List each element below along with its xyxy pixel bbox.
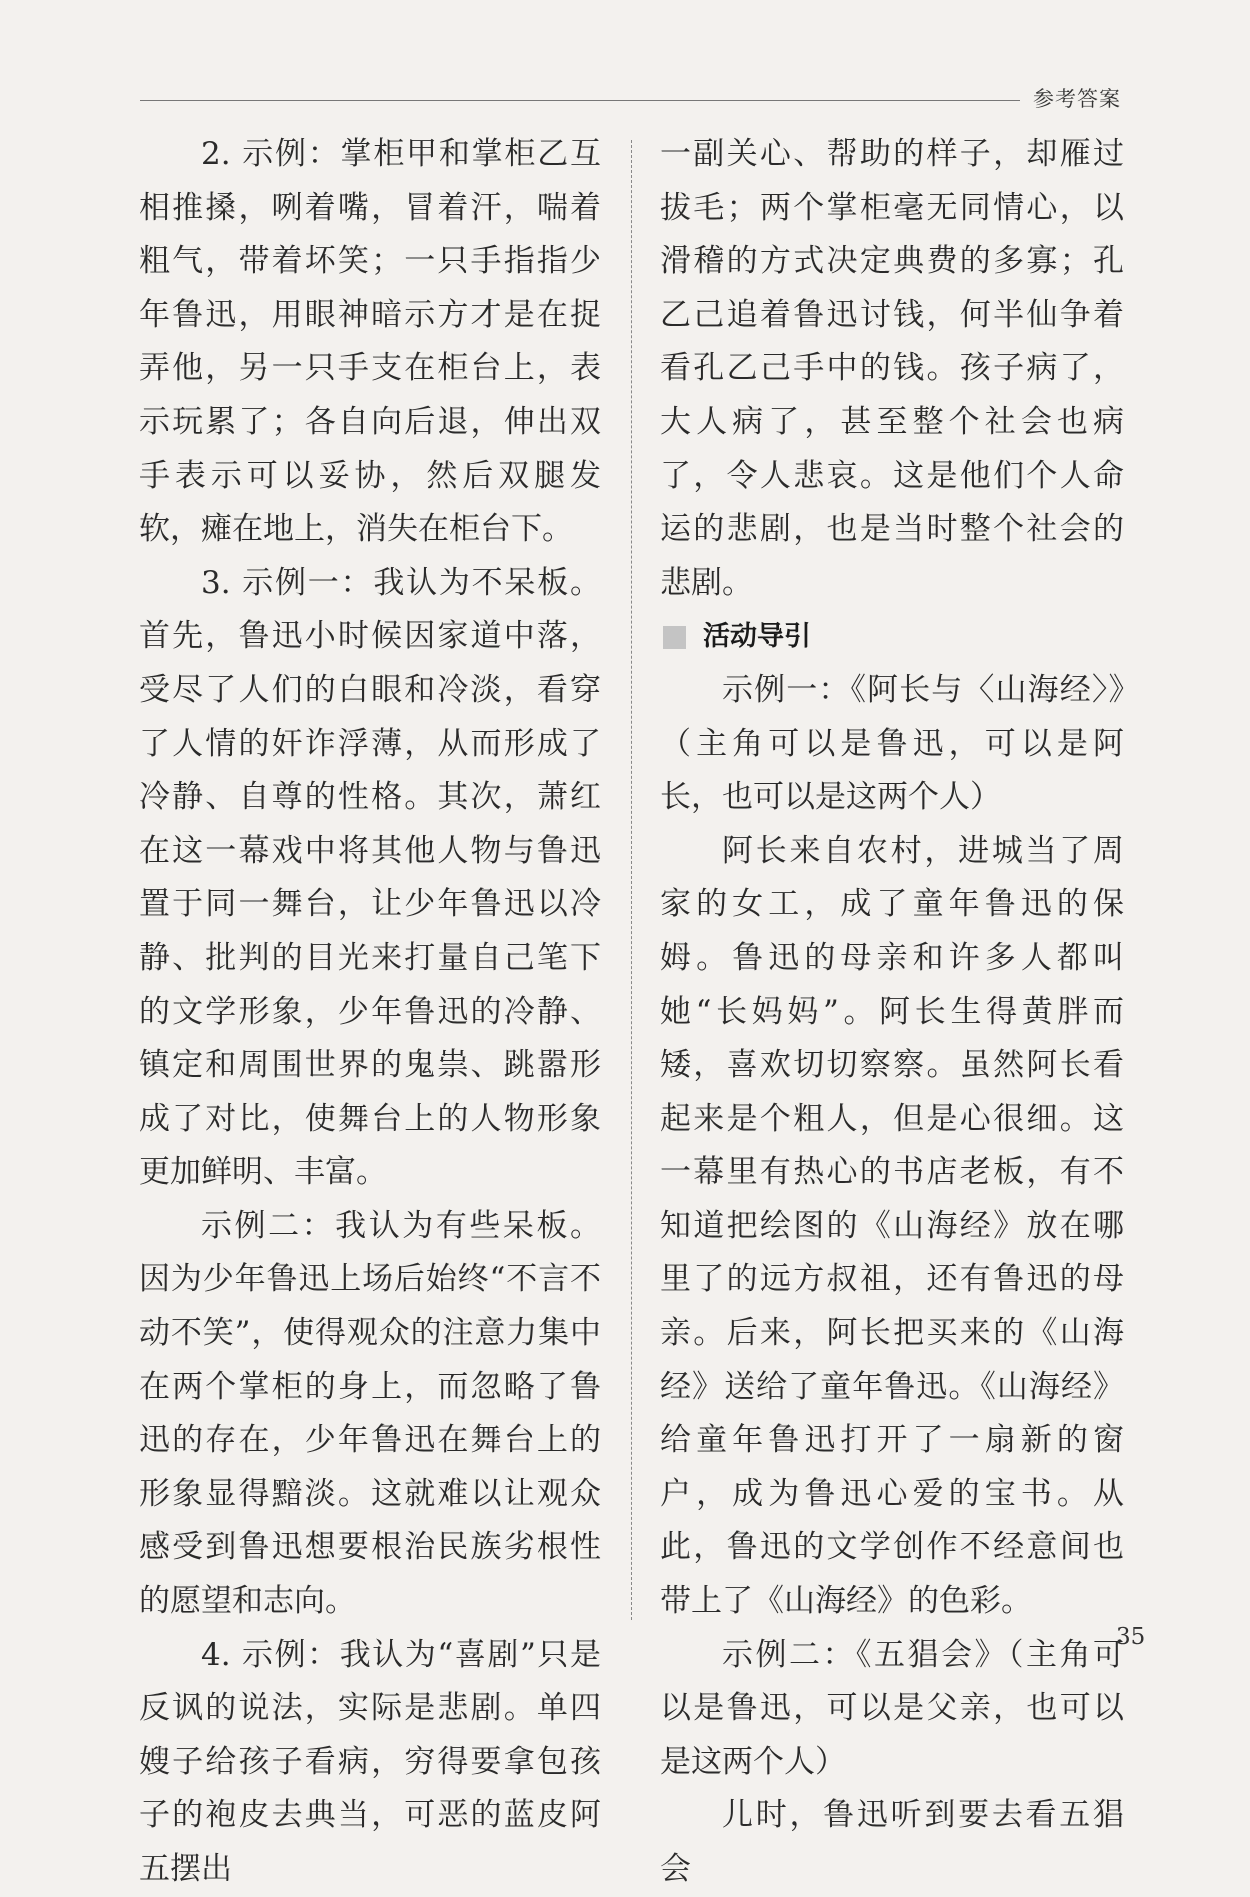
header-rule — [140, 100, 1020, 101]
answer-4-continuation: 一副关心、帮助的样子，却雁过拔毛；两个掌柜毫无同情心，以滑稽的方式决定典费的多寡；孔乙己追着鲁迅讨钱，何半仙争着看孔乙己手中的钱。孩子病了，大人病了，甚至整个社会也病了，令人悲哀。这是他们个人命运的悲剧，也是当时整个社会的悲剧。 — [660, 136, 1124, 601]
activity-example-2-title: 示例二：《五猖会》（主角可以是鲁迅，可以是父亲，也可以是这两个人） — [660, 1636, 1124, 1780]
column-divider — [631, 140, 632, 1620]
activity-example-2-body: 儿时，鲁迅听到要去看五猖会 — [660, 1797, 1124, 1887]
activity-example-1-title: 示例一：《阿长与〈山海经〉》（主角可以是鲁迅，可以是阿长，也可以是这两个人） — [660, 671, 1124, 816]
activity-example-1-body: 阿长来自农村，进城当了周家的女工，成了童年鲁迅的保姆。鲁迅的母亲和许多人都叫她“长妈妈”。阿长生得黄胖而矮，喜欢切切察察。虽然阿长看起来是个粗人，但是心很细。这一幕里有热心的书店老板，有不知道把绘图的《山海经》放在哪里了的远方叔祖，还有鲁迅的母亲。后来，阿长把买来的《山海经》送给了童年鲁迅。《山海经》给童年鲁迅打开了一扇新的窗户，成为鲁迅心爱的宝书。从此，鲁迅的文学创作不经意间也带上了《山海经》的色彩。 — [660, 832, 1124, 1620]
section-marker-icon — [663, 626, 686, 649]
header-title: 参考答案 — [1033, 87, 1121, 111]
answer-4-paragraph: 4. 示例：我认为“喜剧”只是反讽的说法，实际是悲剧。单四嫂子给孩子看病，穷得要拿包孩子的袍皮去典当，可恶的蓝皮阿五摆出 — [139, 1636, 601, 1887]
answer-2-paragraph: 2. 示例：掌柜甲和掌柜乙互相推搡，咧着嘴，冒着汗，喘着粗气，带着坏笑；一只手指指少年鲁迅，用眼神暗示方才是在捉弄他，另一只手支在柜台上，表示玩累了；各自向后退，伸出双手表示可以妥协，然后双腿发软，瘫在地上，消失在柜台下。 — [139, 136, 601, 548]
page-number: 35 — [1116, 1624, 1146, 1650]
right-column — [660, 128, 1124, 1897]
answer-3-example-2-paragraph: 示例二：我认为有些呆板。因为少年鲁迅上场后始终“不言不动不笑”，使得观众的注意力集中在两个掌柜的身上，而忽略了鲁迅的存在，少年鲁迅在舞台上的形象显得黯淡。这就难以让观众感受到鲁迅想要根治民族劣根性的愿望和志向。 — [139, 1207, 601, 1620]
section-title: 活动导引 — [703, 621, 811, 653]
left-column — [139, 128, 601, 1897]
section-heading — [660, 610, 1124, 664]
answer-3-example-1-paragraph: 3. 示例一：我认为不呆板。首先，鲁迅小时候因家道中落，受尽了人们的白眼和冷淡，看穿了人情的奸诈浮薄，从而形成了冷静、自尊的性格。其次，萧红在这一幕戏中将其他人物与鲁迅置于同一舞台，让少年鲁迅以冷静、批判的目光来打量自己笔下的文学形象，少年鲁迅的冷静、镇定和周围世界的鬼祟、跳嚣形成了对比，使舞台上的人物形象更加鲜明、丰富。 — [139, 564, 601, 1191]
